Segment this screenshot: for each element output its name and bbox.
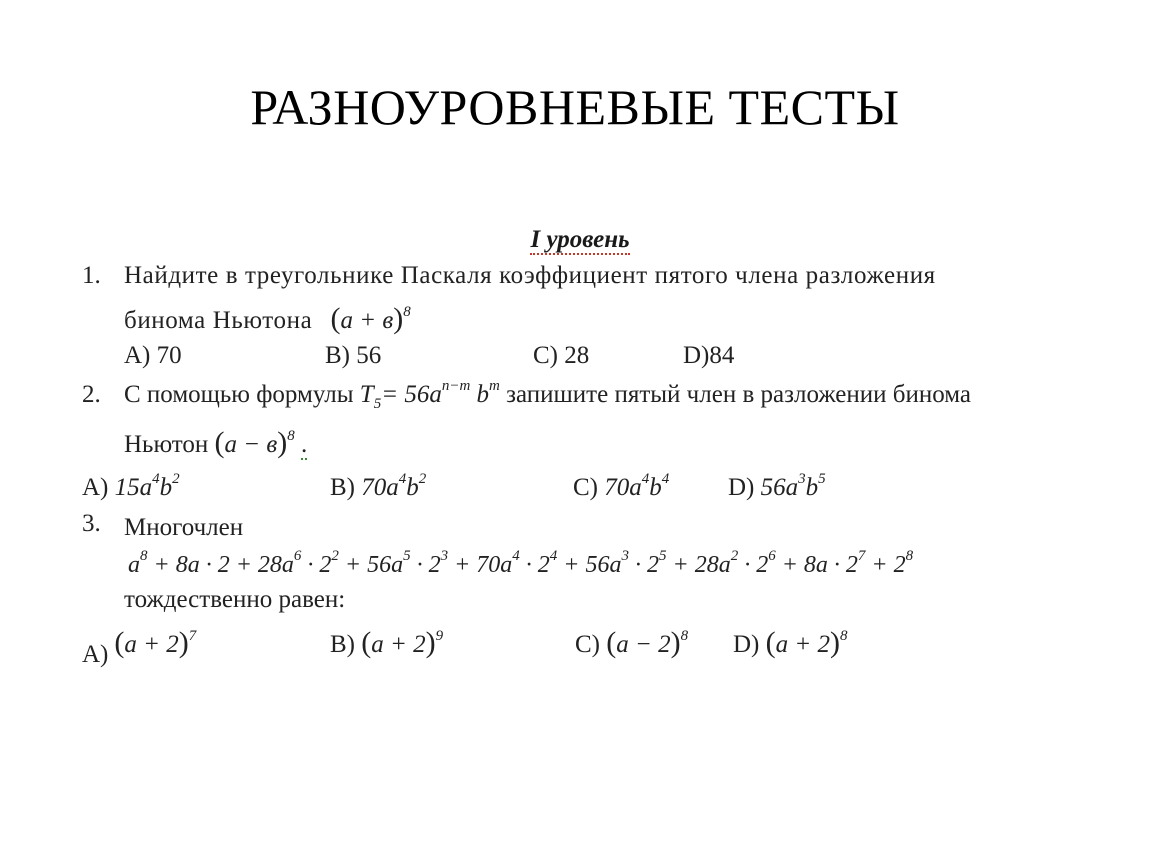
q3-option-exp: 9: [435, 628, 444, 644]
q2-text-line1: [124, 378, 971, 412]
q2-option-a-exp: 4: [641, 471, 650, 487]
q1-text-line1: Найдите в треугольнике Паскаля коэффициент пятого члена разложения: [124, 262, 936, 289]
poly-exp: 5: [403, 548, 411, 564]
poly-term: + 8a · 2 + 28a: [147, 552, 294, 578]
level-heading: [0, 226, 1150, 254]
q2-option-b: b: [805, 474, 819, 501]
q2-option-b-exp: 2: [172, 471, 180, 487]
q1-option-letter: C): [533, 342, 558, 369]
q3-option-letter: C): [575, 631, 600, 658]
q2-option-a-exp: 4: [152, 471, 160, 487]
q1-text-line2: [124, 302, 411, 336]
poly-exp: 4: [549, 548, 558, 564]
poly-exp: 3: [440, 548, 449, 564]
q2-option-coef: 70a: [361, 474, 399, 501]
q2-option-letter: D): [728, 474, 755, 501]
q2-option-b: b: [159, 474, 173, 501]
q2-text-line2: [124, 426, 307, 460]
poly-exp: 2: [331, 548, 339, 564]
q1-option-letter: D): [683, 342, 710, 369]
q1-option-value: 28: [564, 342, 590, 369]
q2-option-b: [330, 471, 427, 502]
q2-line2-label: Ньютон: [124, 431, 209, 458]
q1-binom-label: бинома Ньютона: [124, 307, 313, 334]
q2-option-a-exp: 4: [398, 471, 407, 487]
q3-option-c: C) $(a - 2)^8$: [575, 626, 689, 659]
q3-option-b: B) $(a + 2)^9$: [330, 626, 444, 659]
poly-exp: 8: [905, 548, 914, 564]
poly-term: + 70a: [448, 552, 513, 578]
q3-option-letter: A): [82, 641, 109, 668]
poly-exp: 6: [293, 548, 302, 564]
poly-term: · 2: [410, 552, 441, 578]
q1-option-letter: A): [124, 342, 151, 369]
poly-term: + 8a · 2: [775, 552, 858, 578]
q1-option-d: [683, 342, 734, 370]
q2-option-coef: 56a: [760, 474, 799, 501]
q1-binom-inner: a + в: [340, 307, 394, 334]
q2-formula-eq: = 56a: [381, 381, 442, 408]
q2-option-b: b: [649, 474, 662, 501]
poly-term: · 2: [519, 552, 550, 578]
q3-option-exp: 8: [680, 628, 689, 644]
poly-term: a: [128, 552, 140, 578]
poly-term: + 2: [865, 552, 906, 578]
q1-option-c: [533, 342, 589, 370]
q2-binom-exp: 8: [287, 428, 295, 444]
q2-binom-inner: a − в: [224, 431, 278, 458]
q1-option-b: [325, 342, 381, 370]
q3-option-inner: a + 2: [775, 631, 831, 658]
q3-text-line3: тождественно равен:: [124, 586, 346, 613]
q1-option-a: [124, 342, 182, 370]
q1-binom-exp: 8: [403, 304, 411, 320]
q3-text-line1: Многочлен: [124, 514, 244, 541]
q2-option-letter: A): [82, 474, 109, 501]
q2-option-a-exp: 3: [798, 471, 806, 487]
q2-option-d: [728, 471, 826, 502]
poly-term: · 2: [629, 552, 659, 578]
poly-exp: 6: [768, 548, 776, 564]
q2-option-letter: C): [573, 474, 598, 501]
q3-option-letter: D): [733, 631, 760, 658]
poly-term: · 2: [738, 552, 769, 578]
q2-option-coef: 70a: [604, 474, 642, 501]
slide-title: РАЗНОУРОВНЕВЫЕ ТЕСТЫ: [250, 79, 900, 135]
q2-formula-b: b: [476, 381, 490, 408]
q2-number: 2.: [82, 381, 101, 408]
poly-exp: 4: [512, 548, 520, 564]
q1-option-value: 70: [156, 342, 182, 369]
q2-option-c: [573, 471, 670, 502]
q2-option-b-exp: 5: [818, 471, 826, 487]
q2-text-before: С помощью формулы: [124, 381, 354, 408]
poly-exp: 8: [140, 548, 148, 564]
q2-formula-t-sub: 5: [373, 396, 382, 412]
q2-option-b-exp: 4: [661, 471, 670, 487]
q3-number: 3.: [82, 510, 101, 537]
q3-option-exp: 8: [840, 628, 848, 644]
q2-option-coef: 15a: [114, 474, 153, 501]
q3-option-exp: 7: [188, 628, 197, 644]
q2-formula-b-exp: m: [489, 378, 500, 394]
q1-option-value: 56: [356, 342, 382, 369]
q2-option-letter: B): [330, 474, 355, 501]
q3-option-inner: a − 2: [616, 631, 671, 658]
q2-text-after: запишите пятый член в разложении бинома: [506, 381, 971, 408]
poly-exp: 3: [621, 548, 629, 564]
q3-option-inner: a + 2: [371, 631, 426, 658]
q2-option-b: b: [406, 474, 419, 501]
q2-formula-t: T: [359, 381, 374, 408]
q2-formula-a-exp: n−m: [441, 378, 471, 394]
level-label: I уровень: [530, 226, 630, 253]
q2-line2-end: .: [301, 431, 308, 458]
poly-exp: 2: [730, 548, 739, 564]
q1-option-letter: B): [325, 342, 350, 369]
q3-option-a: A) $(a + 2)^7$: [82, 626, 197, 668]
q3-option-inner: a + 2: [124, 631, 179, 658]
q3-polynomial: [128, 548, 914, 579]
poly-term: + 28a: [666, 552, 731, 578]
q2-option-b-exp: 2: [418, 471, 427, 487]
poly-term: · 2: [301, 552, 332, 578]
q2-binom-formula: $(a - в)^8$: [214, 426, 295, 459]
poly-exp: 7: [857, 548, 866, 564]
q3-option-d: D) $(a + 2)^8$: [733, 626, 848, 659]
poly-term: + 56a: [557, 552, 622, 578]
q1-option-value: 84: [709, 342, 735, 369]
q2-formula: [359, 378, 500, 412]
q2-option-a: [82, 471, 180, 502]
poly-exp: 5: [659, 548, 667, 564]
q1-number: 1.: [82, 262, 101, 289]
poly-term: + 56a: [338, 552, 404, 578]
q3-option-letter: B): [330, 631, 355, 658]
q1-binom-formula: $(a + в)^8$: [330, 302, 411, 335]
